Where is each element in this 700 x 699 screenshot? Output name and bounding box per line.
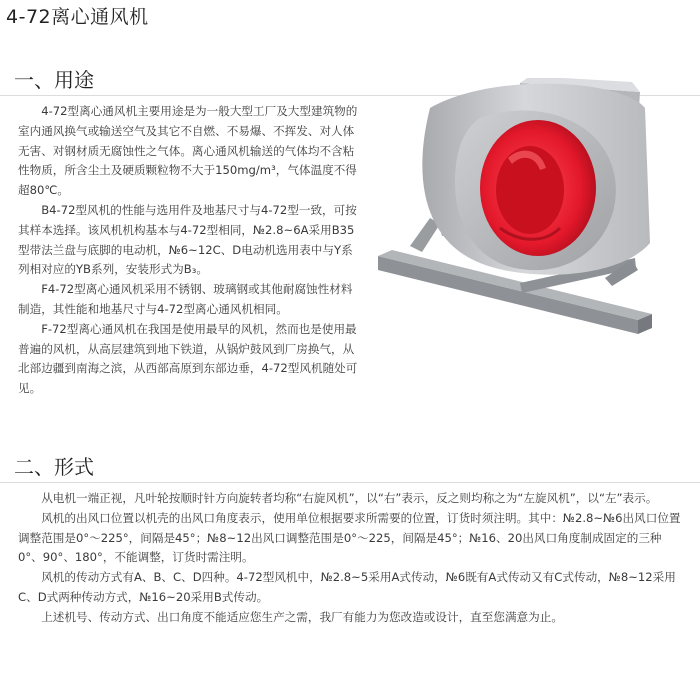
form-paragraph: 从电机一端正视，凡叶轮按顺时针方向旋转者均称“右旋风机”，以“右”表示，反之则均称之为“左旋风机”，以“左”表示。	[41, 491, 658, 505]
uses-paragraph: F4-72型离心通风机采用不锈钢、玻璃钢或其他耐腐蚀性材料制造，其性能和地基尺寸与4-72型离心通风机相同。	[18, 282, 353, 316]
form-text	[18, 489, 683, 628]
page-title: 4-72离心通风机	[6, 6, 149, 28]
section-heading-uses: 一、用途	[14, 68, 94, 92]
form-paragraph: 上述机号、传动方式、出口角度不能适应您生产之需，我厂有能力为您改造或设计，直至您满意为止。	[41, 609, 563, 624]
uses-paragraph: F-72型离心通风机在我国是使用最早的风机，然而也是使用最普遍的风机，从高层建筑到地下铁道，从锅炉鼓风到厂房换气，从北部边疆到南海之滨，从西部高原到东部边垂，4-72型风机随处可见。	[18, 321, 358, 396]
section-divider-form	[0, 482, 700, 483]
form-paragraph: 风机的传动方式有A、B、C、D四种。4-72型风机中，№2.8~5采用A式传动，№6既有A式传动又有C式传动，№8~12采用C、D式两种传动方式，№16~20采用B式传动。	[18, 570, 676, 604]
uses-text	[18, 102, 363, 399]
centrifugal-fan-image	[370, 78, 690, 348]
uses-paragraph: B4-72型风机的性能与选用件及地基尺寸与4-72型一致，可按其样本选择。该风机机构基本与4-72型相同，№2.8~6A采用B35型带法兰盘与底脚的电动机，№6~12C、D电动机选用表中与Y系列相对应的YB系列，安装形式为B₃。	[18, 202, 357, 277]
uses-paragraph: 4-72型离心通风机主要用途是为一般大型工厂及大型建筑物的室内通风换气或输送空气及其它不自燃、不易爆、不挥发、对人体无害、对钢材质无腐蚀性之气体。离心通风机输送的气体均不含粘性物质，所含尘土及硬质颗粒物不大于150mg/m³，气体温度不得超80℃。	[18, 104, 358, 198]
section-heading-form: 二、形式	[14, 455, 94, 479]
form-paragraph: 风机的出风口位置以机壳的出风口角度表示，使用单位根据要求所需要的位置，订货时须注明。其中：№2.8~№6出风口位置调整范围是0°～225°，间隔是45°；№8~12出风口调整范围是0°～225，间隔是45°；№16、20出风口角度制成固定的三种0°、90°、180°，不能调整，订货时需注明。	[18, 510, 681, 565]
